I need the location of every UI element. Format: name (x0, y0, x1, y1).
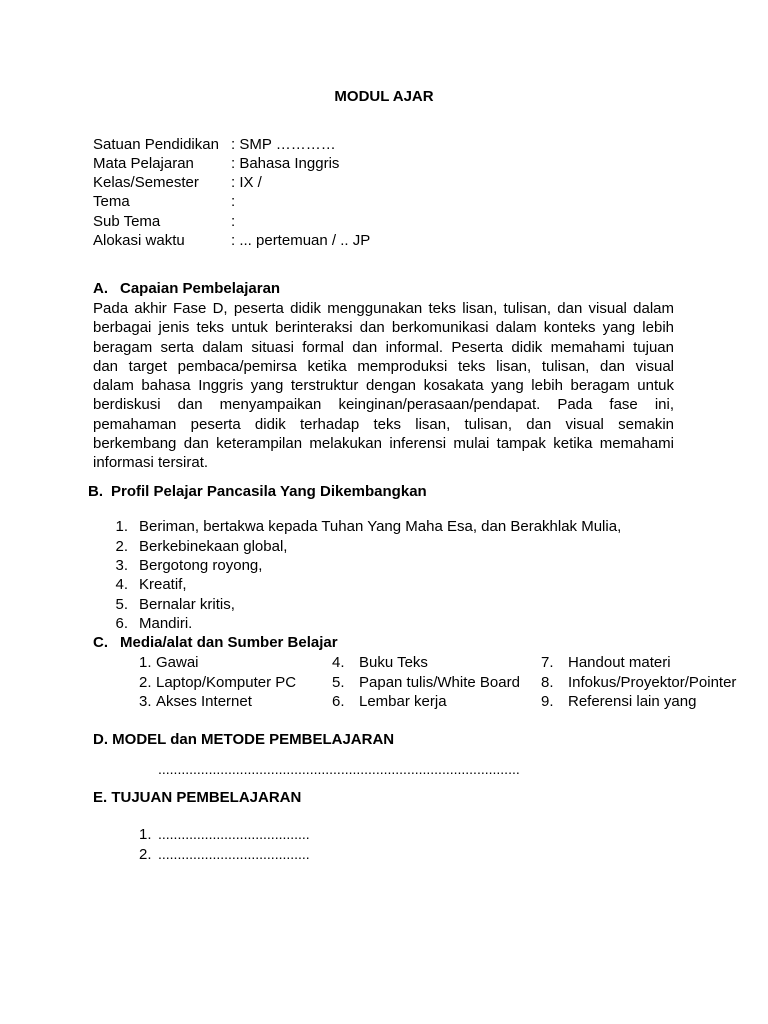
list-number: 6. (115, 615, 128, 632)
info-value: : ... pertemuan / .. JP (231, 232, 371, 249)
media-item: Laptop/Komputer PC (156, 674, 297, 691)
info-value: : (231, 193, 236, 210)
list-item: Mandiri. (139, 615, 193, 632)
paragraph-line: informasi tersirat. (93, 454, 209, 472)
section-c-marker: C. (93, 634, 108, 651)
media-number: 8. (541, 674, 554, 691)
media-number: 2. (139, 674, 152, 691)
media-item: Handout materi (568, 654, 671, 671)
list-number: 1. (115, 518, 128, 535)
tujuan-blank: ....................................... (158, 846, 310, 862)
section-a-paragraph (93, 299, 674, 473)
info-value: : IX / (231, 174, 262, 191)
media-number: 7. (541, 654, 554, 671)
info-label: Kelas/Semester (93, 174, 199, 191)
info-value: : SMP ………… (231, 136, 336, 153)
media-item: Lembar kerja (359, 693, 447, 710)
list-item: Bergotong royong, (139, 557, 263, 574)
section-b-heading: Profil Pelajar Pancasila Yang Dikembangkan (111, 483, 427, 500)
section-e-heading: E. TUJUAN PEMBELAJARAN (93, 789, 302, 806)
page-title: MODUL AJAR (334, 88, 434, 105)
section-d-heading: D. MODEL dan METODE PEMBELAJARAN (93, 731, 395, 748)
info-label: Satuan Pendidikan (93, 136, 219, 153)
media-item: Akses Internet (156, 693, 252, 710)
media-item: Gawai (156, 654, 199, 671)
media-number: 9. (541, 693, 554, 710)
list-item: Beriman, bertakwa kepada Tuhan Yang Maha Esa, dan Berakhlak Mulia, (139, 518, 622, 535)
info-value: : (231, 213, 236, 230)
list-number: 4. (115, 576, 128, 593)
list-number: 5. (115, 596, 128, 613)
list-number: 2. (115, 538, 128, 555)
media-number: 4. (332, 654, 345, 671)
media-number: 5. (332, 674, 345, 691)
list-number: 1. (139, 826, 152, 843)
media-item: Referensi lain yang (568, 693, 697, 710)
info-label: Alokasi waktu (93, 232, 185, 249)
media-item: Papan tulis/White Board (359, 674, 520, 691)
info-value: : Bahasa Inggris (231, 155, 340, 172)
section-a-marker: A. (93, 280, 108, 297)
paragraph-line: berbagai jenis teks untuk berinteraksi dan berkomunikasi dalam konteks yang lebih (93, 319, 674, 337)
media-number: 1. (139, 654, 152, 671)
model-blank-line: ............................................................................................. (158, 761, 520, 777)
info-label: Sub Tema (93, 213, 161, 230)
paragraph-line: beragam serta dalam situasi formal dan informal. Peserta didik memahami tujuan (93, 338, 674, 356)
section-c-heading: Media/alat dan Sumber Belajar (120, 634, 338, 651)
list-item: Berkebinekaan global, (139, 538, 288, 555)
list-item: Bernalar kritis, (139, 596, 235, 613)
media-item: Buku Teks (359, 654, 428, 671)
info-label: Mata Pelajaran (93, 155, 194, 172)
section-b-marker: B. (88, 483, 103, 500)
paragraph-line: dalam bahasa Inggris yang terstruktur dengan kosakata yang lebih beragam untuk (93, 377, 674, 395)
section-a-heading: Capaian Pembelajaran (120, 280, 281, 297)
list-item: Kreatif, (139, 576, 187, 593)
media-number: 6. (332, 693, 345, 710)
tujuan-blank: ....................................... (158, 826, 310, 842)
paragraph-line: Pada akhir Fase D, peserta didik menggunakan teks lisan, tulisan, dan visual dalam (93, 300, 674, 317)
info-label: Tema (93, 193, 130, 210)
media-number: 3. (139, 693, 152, 710)
media-item: Infokus/Proyektor/Pointer (568, 674, 737, 691)
list-number: 2. (139, 846, 152, 863)
paragraph-line: dan target pembaca/pemirsa ketika memproduksi teks lisan, tulisan, dan visual (93, 357, 674, 375)
list-number: 3. (115, 557, 128, 574)
paragraph-line: pemahaman peserta didik terhadap teks lisan, tulisan, dan visual semakin (93, 415, 674, 433)
paragraph-line: berkembang dan keterampilan melakukan inferensi mulai tampak ketika memahami (93, 435, 674, 453)
paragraph-line: berdiskusi dan menyampaikan keinginan/perasaan/pendapat. Pada fase ini, (93, 396, 674, 414)
